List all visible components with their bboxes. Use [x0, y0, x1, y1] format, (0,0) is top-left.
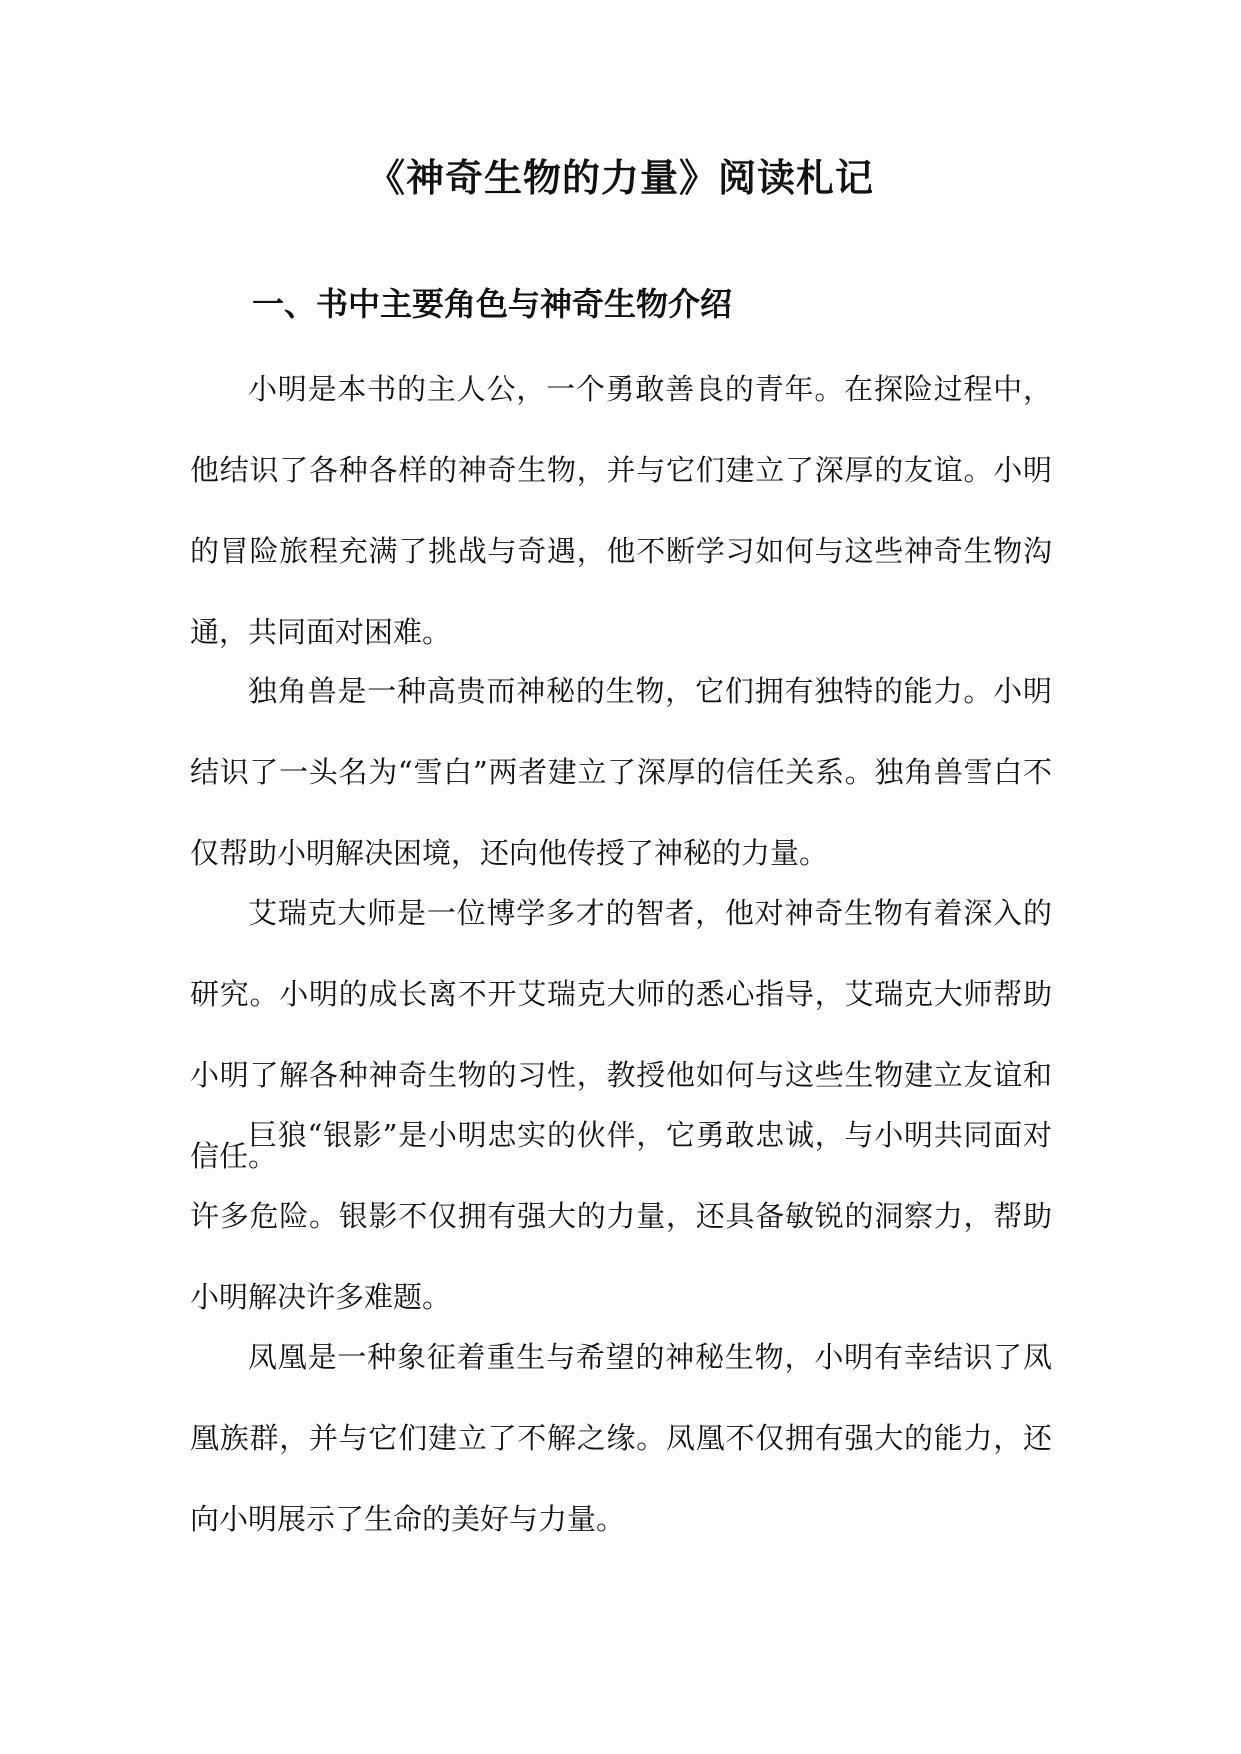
paragraph-master-eric: 艾瑞克大师是一位博学多才的智者，他对神奇生物有着深入的研究。小明的成长离不开艾瑞克大师的悉心指导，艾瑞克大师帮助小明了解各种神奇生物的习性，教授他如何与这些生物建立友谊和信任。 — [190, 896, 1052, 1173]
paragraph-xiaoming: 小明是本书的主人公，一个勇敢善良的青年。在探险过程中，他结识了各种各样的神奇生物，并与它们建立了深厚的友谊。小明的冒险旅程充满了挑战与奇遇，他不断学习如何与这些神奇生物沟通，共同面对困难。 — [190, 372, 1052, 649]
section-heading: 一、书中主要角色与神奇生物介绍 — [252, 285, 733, 323]
document-title: 《神奇生物的力量》阅读札记 — [366, 156, 874, 200]
paragraph-wolf-silver-shadow: 巨狼“银影”是小明忠实的伙伴，它勇敢忠诚，与小明共同面对许多危险。银影不仅拥有强大的力量，还具备敏锐的洞察力，帮助小明解决许多难题。 — [190, 1118, 1052, 1314]
paragraph-unicorn: 独角兽是一种高贵而神秘的生物，它们拥有独特的能力。小明结识了一头名为“雪白”两者建立了深厚的信任关系。独角兽雪白不仅帮助小明解决困境，还向他传授了神秘的力量。 — [190, 674, 1052, 870]
paragraph-phoenix: 凤凰是一种象征着重生与希望的神秘生物，小明有幸结识了凤凰族群，并与它们建立了不解之缘。凤凰不仅拥有强大的能力，还向小明展示了生命的美好与力量。 — [190, 1340, 1052, 1536]
